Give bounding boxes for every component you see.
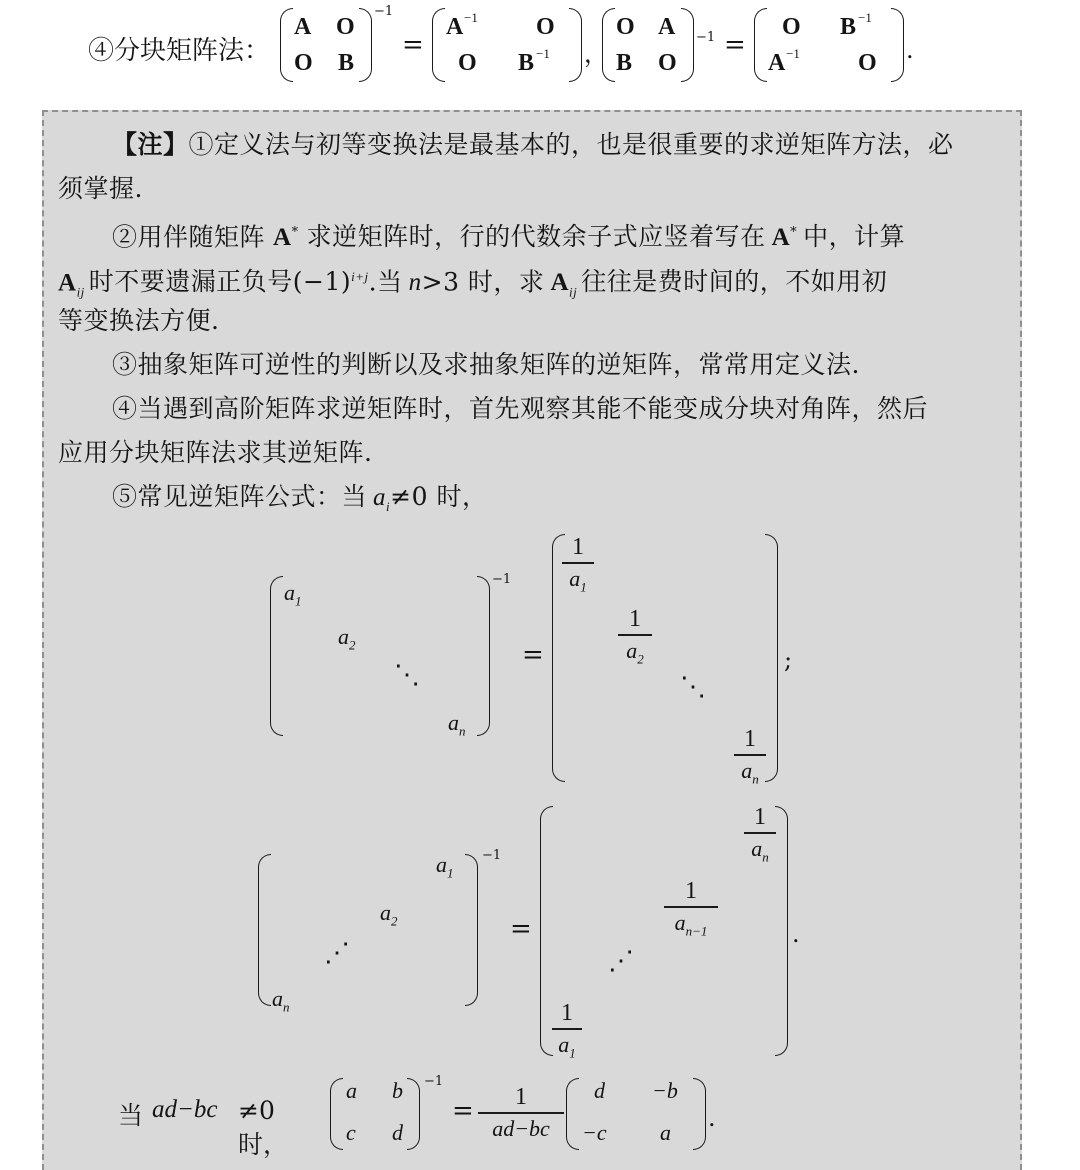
- f3-pre: 当: [118, 1101, 144, 1130]
- block-result-2: [754, 8, 904, 82]
- diag-frac-1: 1 $a_1$: [562, 534, 594, 600]
- separator-comma: ，: [584, 40, 608, 68]
- note-p1b: 须掌握.: [58, 174, 143, 203]
- diag-frac-2: 1 $a_2$: [618, 606, 652, 672]
- m2-inverse-exp: −1: [696, 30, 716, 45]
- note-p2a-t1: ②用伴随矩阵: [112, 222, 266, 252]
- f3-inverse-exp: −1: [424, 1074, 444, 1089]
- anti-a2: $a_2$: [380, 900, 398, 929]
- note-bracket: 【注】: [112, 132, 189, 159]
- f3-frac: 1 ad−bc: [478, 1084, 564, 1142]
- note-p2b-t1: 时不要遗漏正负号(−1): [88, 267, 352, 297]
- m1-a22: B: [338, 50, 355, 76]
- method4-end: .: [906, 36, 914, 64]
- f3-m-d: d: [392, 1120, 403, 1145]
- note-p2b-ij2: ij: [569, 284, 578, 300]
- note-p2a-star: *: [291, 225, 299, 240]
- m1-a12: O: [336, 14, 355, 40]
- note-p3: ③抽象矩阵可逆性的判断以及求抽象矩阵的逆矩阵，常常用定义法.: [112, 350, 860, 379]
- f3-r-d: d: [594, 1078, 605, 1103]
- m2-a22: O: [658, 50, 677, 76]
- method4-label: ④分块矩阵法：: [88, 36, 271, 66]
- r1-a11-exp: −1: [464, 10, 478, 25]
- f3-r-mc: −c: [582, 1120, 607, 1145]
- anti-eq: =: [510, 914, 532, 944]
- block-matrix-2: [602, 8, 694, 82]
- anti-end: .: [792, 920, 800, 948]
- m1-a21: O: [294, 50, 313, 76]
- anti-dots: ⋰: [324, 938, 350, 968]
- block-result-1: [432, 8, 582, 82]
- r1-a12: O: [536, 14, 555, 40]
- m2-a12: A: [658, 14, 676, 40]
- note-p1a: [112, 128, 954, 163]
- note-p5-t1: ⑤常见逆矩阵公式：当: [112, 482, 368, 511]
- note-p1a-text: ①定义法与初等变换法是最基本的，也是很重要的求逆矩阵方法，必: [188, 130, 954, 159]
- diag-result-dots: ⋱: [680, 672, 706, 702]
- r2-a21-exp: −1: [786, 46, 800, 61]
- f3-end: .: [708, 1104, 716, 1132]
- note-p5-a: a: [373, 484, 387, 511]
- anti-frac-n: 1 $a_n$: [744, 804, 776, 870]
- r2-a12: B: [840, 14, 857, 40]
- note-p5-i: i: [386, 499, 391, 514]
- diag-a2: $a_2$: [338, 624, 356, 653]
- note-p2c: 等变换法方便.: [58, 306, 220, 335]
- r2-a11: O: [782, 14, 801, 40]
- block-matrix-1: [280, 8, 372, 82]
- note-p2b-t4: 往往是费时间的，不如用初: [581, 267, 888, 297]
- m1-a11: A: [294, 14, 312, 40]
- f3-m-c: c: [346, 1120, 356, 1145]
- note-p2b-t2: .当: [368, 267, 403, 297]
- note-p2a-t2: 求逆矩阵时，行的代数余子式应竖着写在: [306, 222, 766, 252]
- diag-end: ;: [784, 646, 793, 674]
- r1-a11: A: [446, 14, 464, 40]
- note-p2a-t3: 中，计算: [803, 222, 906, 252]
- note-p2b: [58, 260, 887, 309]
- anti-frac-1: 1 $a_1$: [552, 1000, 582, 1066]
- note-p2b-ij: ij: [76, 284, 85, 300]
- diag-eq: =: [522, 640, 544, 670]
- anti-inverse-exp: −1: [482, 848, 502, 863]
- r2-a12-exp: −1: [858, 10, 872, 25]
- m2-a11: O: [616, 14, 635, 40]
- diag-dots: ⋱: [394, 660, 420, 690]
- note-p2b-A: A: [58, 269, 77, 297]
- m1-inverse-exp: −1: [374, 4, 394, 19]
- f3-cond: ad−bc: [152, 1096, 218, 1123]
- note-p2a-star2: *: [790, 225, 798, 240]
- f3-m-b: b: [392, 1078, 403, 1103]
- anti-frac-n1: 1 $a_{n-1}$: [664, 878, 718, 944]
- note-p2b-exp: i+j: [351, 269, 369, 284]
- anti-an: $a_n$: [272, 986, 290, 1015]
- r1-a21: O: [458, 50, 477, 76]
- f3-r-a: a: [660, 1120, 671, 1145]
- f3-r-mb: −b: [652, 1078, 678, 1103]
- note-p5: [112, 480, 487, 524]
- anti-a1: $a_1$: [436, 852, 454, 881]
- note-p4a: ④当遇到高阶矩阵求逆矩阵时，首先观察其能不能变成分块对角阵，然后: [112, 394, 929, 423]
- note-p2a: [112, 216, 905, 255]
- f3-post: ≠0 时，: [238, 1096, 289, 1159]
- r2-a22: O: [858, 50, 877, 76]
- eq-2: =: [724, 30, 746, 60]
- diag-an: $a_n$: [448, 710, 466, 739]
- diag-inverse-exp: −1: [492, 572, 512, 587]
- note-p5-t2: ≠0 时，: [390, 482, 488, 511]
- r2-a21: A: [768, 50, 786, 76]
- anti-result-dots: ⋰: [608, 946, 634, 976]
- note-p4b: 应用分块矩阵法求其逆矩阵.: [58, 438, 373, 467]
- note-p2b-A2: A: [550, 269, 569, 297]
- diag-frac-n: 1 $a_n$: [734, 726, 766, 792]
- f3-eq: =: [452, 1096, 474, 1126]
- r1-a22: B: [518, 50, 535, 76]
- r1-a22-exp: −1: [536, 46, 550, 61]
- diag-a1: $a_1$: [284, 580, 302, 609]
- f3-m-a: a: [346, 1078, 357, 1103]
- eq-1: =: [402, 30, 424, 60]
- note-p2a-A2: A: [771, 224, 791, 252]
- f3-matrix: [330, 1078, 420, 1150]
- note-p2b-t3: >3 时，求: [421, 267, 545, 297]
- note-p2b-n: n: [408, 269, 422, 297]
- note-p2a-A: A: [273, 224, 292, 252]
- m2-a21: B: [616, 50, 633, 76]
